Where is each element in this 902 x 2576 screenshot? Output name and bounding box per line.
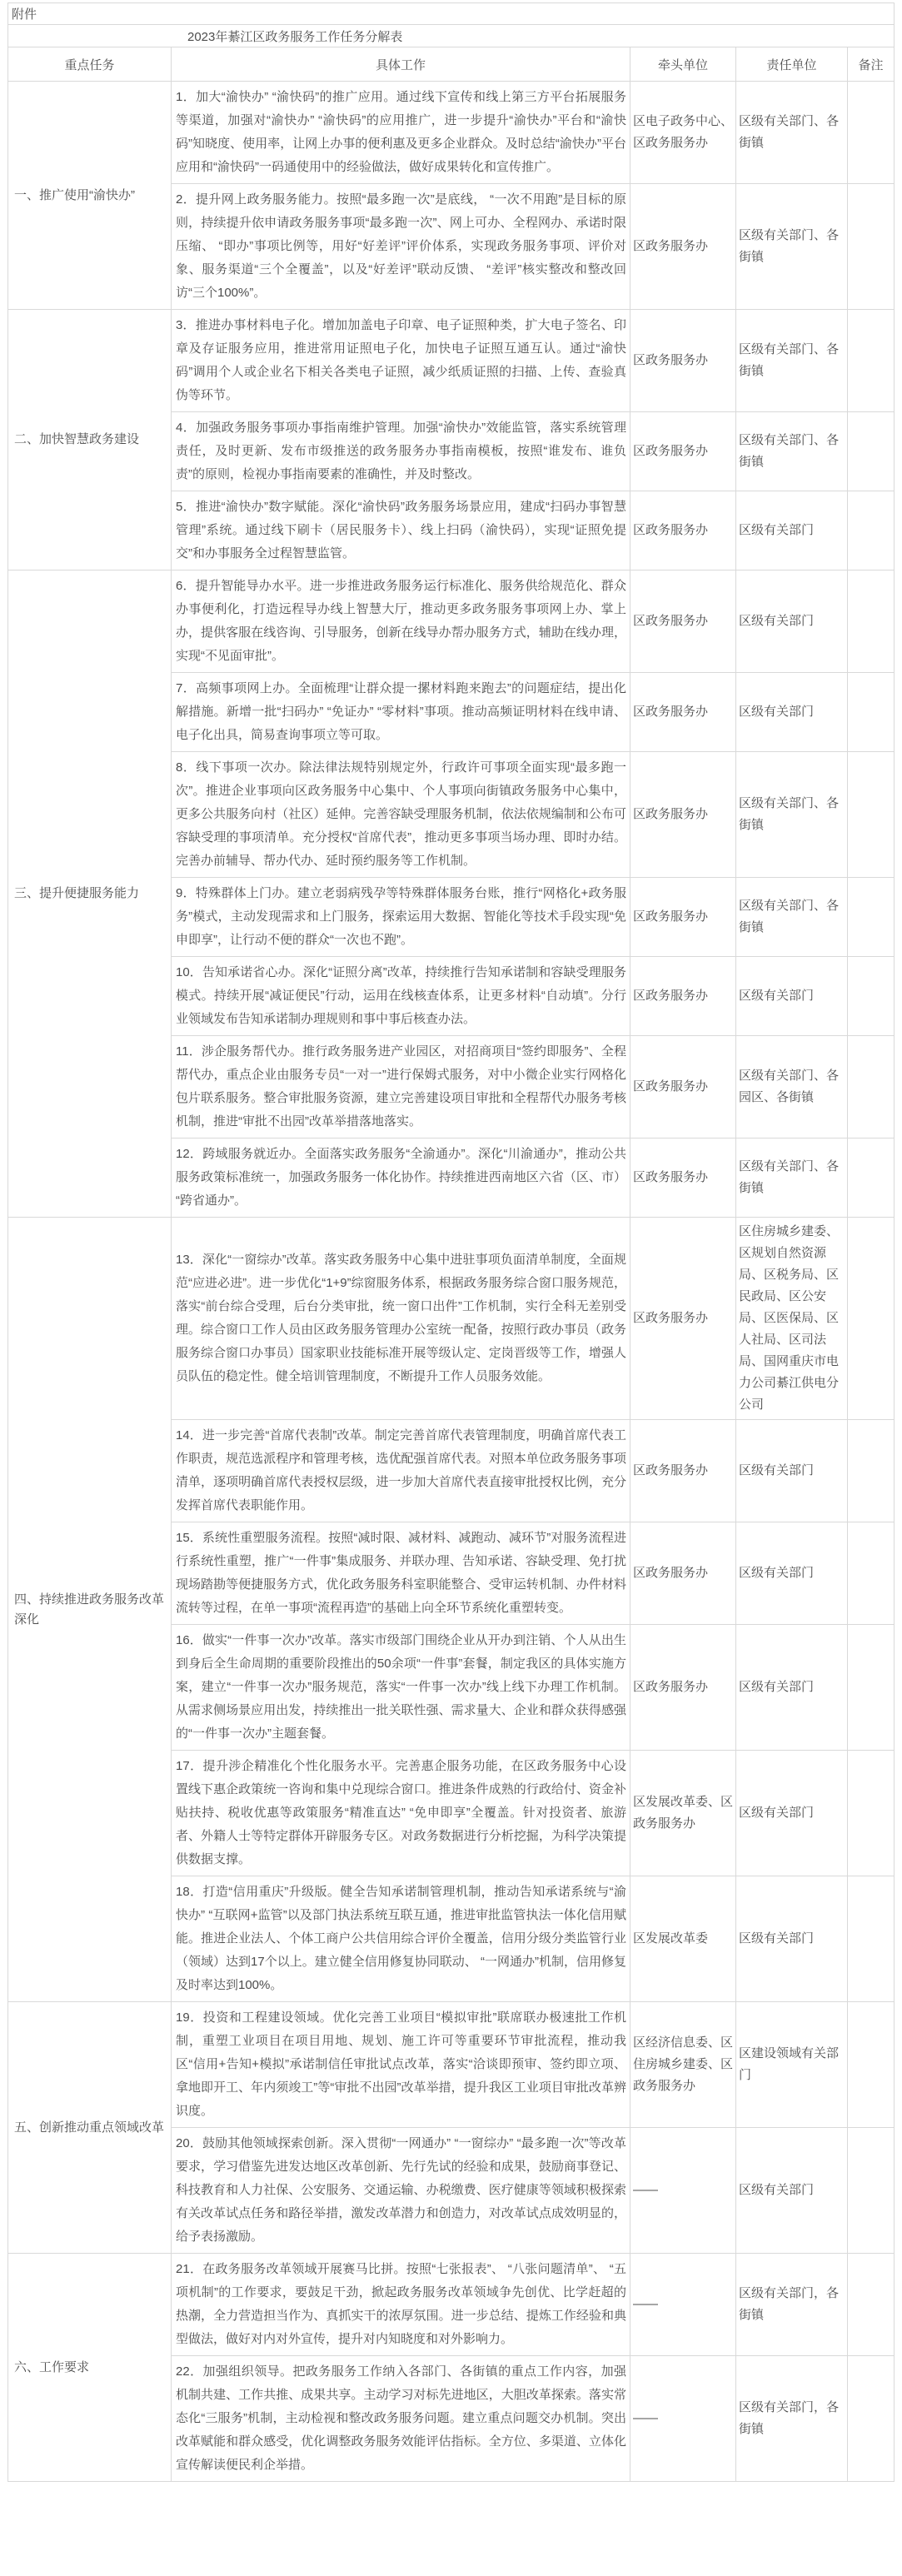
table-row (8, 2002, 895, 2128)
responsible-unit-cell: 区级有关部门、各街镇 (736, 752, 848, 878)
remark-cell (848, 310, 895, 412)
category-cell: 六、工作要求 (8, 2254, 172, 2482)
page-title: 2023年綦江区政务服务工作任务分解表 (8, 25, 895, 47)
work-cell: 13．深化“一窗综办”改革。落实政务服务中心集中进驻事项负面清单制度，全面规范“应进必进”。进一步优化“1+9”综窗服务体系，根据政务服务综合窗口服务规范，落实“前台综合受理，后台分类审批，统一窗口出件”工作机制，实行全科无差别受理。综合窗口工作人员由区政务服务管理办公室统一配备，按照行政办事员（政务服务综合窗口办事员）国家职业技能标准开展等级认定、定岗晋级等工作，增强人员队伍的稳定性。健全培训管理制度，不断提升工作人员服务效能。 (172, 1218, 630, 1420)
table-row (8, 571, 895, 673)
remark-cell (848, 1625, 895, 1751)
work-cell: 11．涉企服务帮代办。推行政务服务进产业园区，对招商项目“签约即服务”、全程帮代办，重点企业由服务专员“一对一”进行保姆式服务，对中小微企业实行网格化包片联系服务。整合审批服务资源，建立完善建设项目审批和全程帮代办服务考核机制，推进“审批不出园”改革举措落地落实。 (172, 1036, 630, 1139)
remark-cell (848, 1218, 895, 1420)
work-cell: 20．鼓励其他领域探索创新。深入贯彻“一网通办” “一窗综办” “最多跑一次”等改革要求，学习借鉴先进发达地区改革创新、先行先试的经验和成果，鼓励商事登记、科技教育和人力社保、公安服务、交通运输、办税缴费、医疗健康等领域积极探索有关改革试点任务和路径举措，激发改革潜力和创造力，对改革试点成效明显的，给予表扬激励。 (172, 2128, 630, 2254)
work-cell: 21．在政务服务改革领域开展赛马比拼。按照“七张报表”、 “八张问题清单”、 “五项机制”的工作要求，要鼓足干劲，掀起政务服务改革领域争先创优、比学赶超的热潮，全力营造担当作为、真抓实干的浓厚氛围。进一步总结、提炼工作经验和典型做法，做好对内对外宣传，提升对内知晓度和对外影响力。 (172, 2254, 630, 2356)
category-cell: 三、提升便捷服务能力 (8, 571, 172, 1218)
lead-unit-cell: 区政务服务办 (630, 1420, 736, 1522)
lead-unit-cell: —— (630, 2128, 736, 2254)
header-remarks: 备注 (848, 47, 895, 82)
work-cell: 1．加大“渝快办” “渝快码”的推广应用。通过线下宣传和线上第三方平台拓展服务等渠道，加强对“渝快办” “渝快码”的应用推广，进一步提升“渝快办”平台和“渝快码”知晓度、使用率，让网上办事的便利惠及更多企业群众。及时总结“渝快办”平台应用和“渝快码”一码通使用中的经验做法，做好成果转化和宣传推广。 (172, 82, 630, 184)
header-lead-unit: 牵头单位 (630, 47, 736, 82)
remark-cell (848, 2254, 895, 2356)
category-cell: 一、推广使用“渝快办” (8, 82, 172, 310)
table-row (8, 1218, 895, 1420)
table-row (8, 310, 895, 412)
work-cell: 16．做实“一件事一次办”改革。落实市级部门围绕企业从开办到注销、个人从出生到身后全生命周期的重要阶段推出的50余项“一件事”套餐，制定我区的具体实施方案，建立“一件事一次办”服务规范，落实“一件事一次办”线上线下办理工作机制。从需求侧场景应用出发，持续推出一批关联性强、需求量大、企业和群众获得感强的“一件事一次办”主题套餐。 (172, 1625, 630, 1751)
lead-unit-cell: —— (630, 2356, 736, 2482)
lead-unit-cell: 区经济信息委、区住房城乡建委、区政务服务办 (630, 2002, 736, 2128)
remark-cell (848, 673, 895, 752)
title-row (8, 25, 895, 47)
document-page (0, 2, 902, 2482)
responsible-unit-cell: 区级有关部门 (736, 1625, 848, 1751)
responsible-unit-cell: 区级有关部门、各街镇 (736, 412, 848, 491)
task-table (7, 2, 895, 2482)
responsible-unit-cell: 区级有关部门，各街镇 (736, 2254, 848, 2356)
remark-cell (848, 412, 895, 491)
work-cell: 10．告知承诺省心办。深化“证照分离”改革，持续推行告知承诺制和容缺受理服务模式。持续开展“减证便民”行动，运用在线核查体系，让更多材料“自动填”。分行业领域发布告知承诺制办理规则和事中事后核查办法。 (172, 957, 630, 1036)
remark-cell (848, 571, 895, 673)
lead-unit-cell: 区政务服务办 (630, 1522, 736, 1625)
category-cell: 二、加快智慧政务建设 (8, 310, 172, 571)
lead-unit-cell: 区政务服务办 (630, 878, 736, 957)
remark-cell (848, 878, 895, 957)
lead-unit-cell: 区政务服务办 (630, 1139, 736, 1218)
remark-cell (848, 1139, 895, 1218)
responsible-unit-cell: 区级有关部门 (736, 1751, 848, 1876)
work-cell: 3．推进办事材料电子化。增加加盖电子印章、电子证照种类，扩大电子签名、印章及存证服务应用，推进常用证照电子化，加快电子证照互通互认。通过“渝快码”调用个人或企业名下相关各类电子证照，减少纸质证照的扫描、上传、查验真伪等环节。 (172, 310, 630, 412)
work-cell: 18．打造“信用重庆”升级版。健全告知承诺制管理机制，推动告知承诺系统与“渝快办” “互联网+监管”以及部门执法系统互联互通，推进审批监管执法一体化信用赋能。推进企业法人、个体工商户公共信用综合评价全覆盖，信用分级分类监管行业（领域）达到17个以上。建立健全信用修复协同联动、 “一网通办”机制，信用修复及时率达到100%。 (172, 1876, 630, 2002)
work-cell: 8．线下事项一次办。除法律法规特别规定外，行政许可事项全面实现“最多跑一次”。推进企业事项向区政务服务中心集中、个人事项向街镇政务服务中心集中，更多公共服务向村（社区）延伸。完善容缺受理服务机制，依法依规编制和公布可容缺受理的事项清单。充分授权“首席代表”，推动更多事项当场办理、即时办结。完善办前辅导、帮办代办、延时预约服务等工作机制。 (172, 752, 630, 878)
responsible-unit-cell: 区级有关部门 (736, 957, 848, 1036)
lead-unit-cell: 区政务服务办 (630, 571, 736, 673)
lead-unit-cell: 区政务服务办 (630, 1036, 736, 1139)
lead-unit-cell: —— (630, 2254, 736, 2356)
remark-cell (848, 491, 895, 571)
lead-unit-cell: 区政务服务办 (630, 184, 736, 310)
responsible-unit-cell: 区级有关部门、各街镇 (736, 1139, 848, 1218)
lead-unit-cell: 区发展改革委 (630, 1876, 736, 2002)
responsible-unit-cell: 区住房城乡建委、区规划自然资源局、区税务局、区民政局、区公安局、区医保局、区人社局、区司法局、国网重庆市电力公司綦江供电分公司 (736, 1218, 848, 1420)
remark-cell (848, 957, 895, 1036)
remark-cell (848, 1522, 895, 1625)
remark-cell (848, 1036, 895, 1139)
responsible-unit-cell: 区级有关部门、各街镇 (736, 310, 848, 412)
lead-unit-cell: 区电子政务中心、区政务服务办 (630, 82, 736, 184)
responsible-unit-cell: 区级有关部门、各街镇 (736, 82, 848, 184)
work-cell: 5．推进“渝快办”数字赋能。深化“渝快码”政务服务场景应用，建成“扫码办事智慧管理”系统。通过线下刷卡（居民服务卡）、线上扫码（渝快码），实现“证照免提交”和办事服务全过程智慧监管。 (172, 491, 630, 571)
header-responsible-unit: 责任单位 (736, 47, 848, 82)
work-cell: 15．系统性重塑服务流程。按照“减时限、减材料、减跑动、减环节”对服务流程进行系统性重塑，推广“一件事”集成服务、并联办理、告知承诺、容缺受理、免打扰现场踏勘等便捷服务方式，优化政务服务科室职能整合、受审运转机制、办件材料流转等过程，在单一事项“流程再造”的基础上向全环节系统化重塑转变。 (172, 1522, 630, 1625)
remark-cell (848, 82, 895, 184)
responsible-unit-cell: 区级有关部门 (736, 571, 848, 673)
category-cell: 五、创新推动重点领域改革 (8, 2002, 172, 2254)
work-cell: 2．提升网上政务服务能力。按照“最多跑一次”是底线， “一次不用跑”是目标的原则，持续提升依申请政务服务事项“最多跑一次”、网上可办、全程网办、承诺时限压缩、 “即办”事项比例等，用好“好差评”评价体系，实现政务服务事项、评价对象、服务渠道“三个全覆盖”，以及“好差评”联动反馈、 “差评”核实整改和整改回访“三个100%”。 (172, 184, 630, 310)
header-specific-work: 具体工作 (172, 47, 630, 82)
attachment-row (8, 3, 895, 25)
work-cell: 14．进一步完善“首席代表制”改革。制定完善首席代表管理制度，明确首席代表工作职责，规范选派程序和管理考核，选优配强首席代表。对照本单位政务服务事项清单，逐项明确首席代表授权层级，进一步加大首席代表直接审批授权比例，充分发挥首席代表职能作用。 (172, 1420, 630, 1522)
work-cell: 22．加强组织领导。把政务服务工作纳入各部门、各街镇的重点工作内容，加强机制共建、工作共推、成果共享。主动学习对标先进地区，大胆改革探索。落实常态化“三服务”机制，主动检视和整改政务服务问题。建立重点问题交办机制。突出改革赋能和群众感受，优化调整政务服务效能评估指标。全方位、多渠道、立体化宣传解读便民利企举措。 (172, 2356, 630, 2482)
remark-cell (848, 184, 895, 310)
responsible-unit-cell: 区级有关部门 (736, 673, 848, 752)
responsible-unit-cell: 区级有关部门、各街镇 (736, 184, 848, 310)
lead-unit-cell: 区政务服务办 (630, 673, 736, 752)
work-cell: 6．提升智能导办水平。进一步推进政务服务运行标准化、服务供给规范化、群众办事便利化，打造远程导办线上智慧大厅，推动更多政务服务事项网上办、掌上办，提供客服在线咨询、引导服务，创新在线导办帮办服务方式，辅助在线办理，实现“不见面审批”。 (172, 571, 630, 673)
table-row (8, 82, 895, 184)
responsible-unit-cell: 区级有关部门 (736, 1522, 848, 1625)
lead-unit-cell: 区政务服务办 (630, 491, 736, 571)
work-cell: 4．加强政务服务事项办事指南维护管理。加强“渝快办”效能监管，落实系统管理责任，及时更新、发布市级推送的政务服务办事指南模板，按照“谁发布、谁负责”的原则，检视办事指南要素的准确性，并及时整改。 (172, 412, 630, 491)
attachment-label: 附件 (8, 3, 895, 25)
work-cell: 17．提升涉企精准化个性化服务水平。完善惠企服务功能，在区政务服务中心设置线下惠企政策统一咨询和集中兑现综合窗口。推进条件成熟的行政给付、资金补贴扶持、税收优惠等政策服务“精准直达” “免申即享”全覆盖。针对投资者、旅游者、外籍人士等特定群体开辟服务专区。对政务数据进行分析挖掘，为科学决策提供数据支撑。 (172, 1751, 630, 1876)
responsible-unit-cell: 区级有关部门 (736, 2128, 848, 2254)
work-cell: 7．高频事项网上办。全面梳理“让群众提一摞材料跑来跑去”的问题症结，提出化解措施。新增一批“扫码办” “免证办” “零材料”事项。推动高频证明材料在线申请、电子化出具，简易查询事项立等可取。 (172, 673, 630, 752)
header-row (8, 47, 895, 82)
remark-cell (848, 1420, 895, 1522)
lead-unit-cell: 区政务服务办 (630, 412, 736, 491)
lead-unit-cell: 区政务服务办 (630, 310, 736, 412)
category-cell: 四、持续推进政务服务改革深化 (8, 1218, 172, 2002)
responsible-unit-cell: 区级有关部门，各街镇 (736, 2356, 848, 2482)
lead-unit-cell: 区发展改革委、区政务服务办 (630, 1751, 736, 1876)
lead-unit-cell: 区政务服务办 (630, 1625, 736, 1751)
remark-cell (848, 752, 895, 878)
work-cell: 19．投资和工程建设领域。优化完善工业项目“模拟审批”联席联办极速批工作机制，重塑工业项目在项目用地、规划、施工许可等重要环节审批流程，推动我区“信用+告知+模拟”承诺制信任审批试点改革，落实“洽谈即预审、签约即立项、拿地即开工、年内须竣工”等“审批不出园”改革举措，提升我区工业项目审批改革辨识度。 (172, 2002, 630, 2128)
responsible-unit-cell: 区级有关部门、各园区、各街镇 (736, 1036, 848, 1139)
remark-cell (848, 2002, 895, 2128)
remark-cell (848, 2128, 895, 2254)
responsible-unit-cell: 区建设领域有关部门 (736, 2002, 848, 2128)
responsible-unit-cell: 区级有关部门 (736, 1420, 848, 1522)
work-cell: 9．特殊群体上门办。建立老弱病残孕等特殊群体服务台账，推行“网格化+政务服务”模式，主动发现需求和上门服务，探索运用大数据、智能化等技术手段实现“免申即享”，让行动不便的群众“一次也不跑”。 (172, 878, 630, 957)
lead-unit-cell: 区政务服务办 (630, 957, 736, 1036)
responsible-unit-cell: 区级有关部门 (736, 1876, 848, 2002)
remark-cell (848, 1876, 895, 2002)
remark-cell (848, 1751, 895, 1876)
table-row (8, 2254, 895, 2356)
lead-unit-cell: 区政务服务办 (630, 752, 736, 878)
responsible-unit-cell: 区级有关部门、各街镇 (736, 878, 848, 957)
responsible-unit-cell: 区级有关部门 (736, 491, 848, 571)
remark-cell (848, 2356, 895, 2482)
lead-unit-cell: 区政务服务办 (630, 1218, 736, 1420)
work-cell: 12．跨域服务就近办。全面落实政务服务“全渝通办”。深化“川渝通办”，推动公共服务政策标准统一，加强政务服务一体化协作。持续推进西南地区六省（区、市） “跨省通办”。 (172, 1139, 630, 1218)
header-key-tasks: 重点任务 (8, 47, 172, 82)
